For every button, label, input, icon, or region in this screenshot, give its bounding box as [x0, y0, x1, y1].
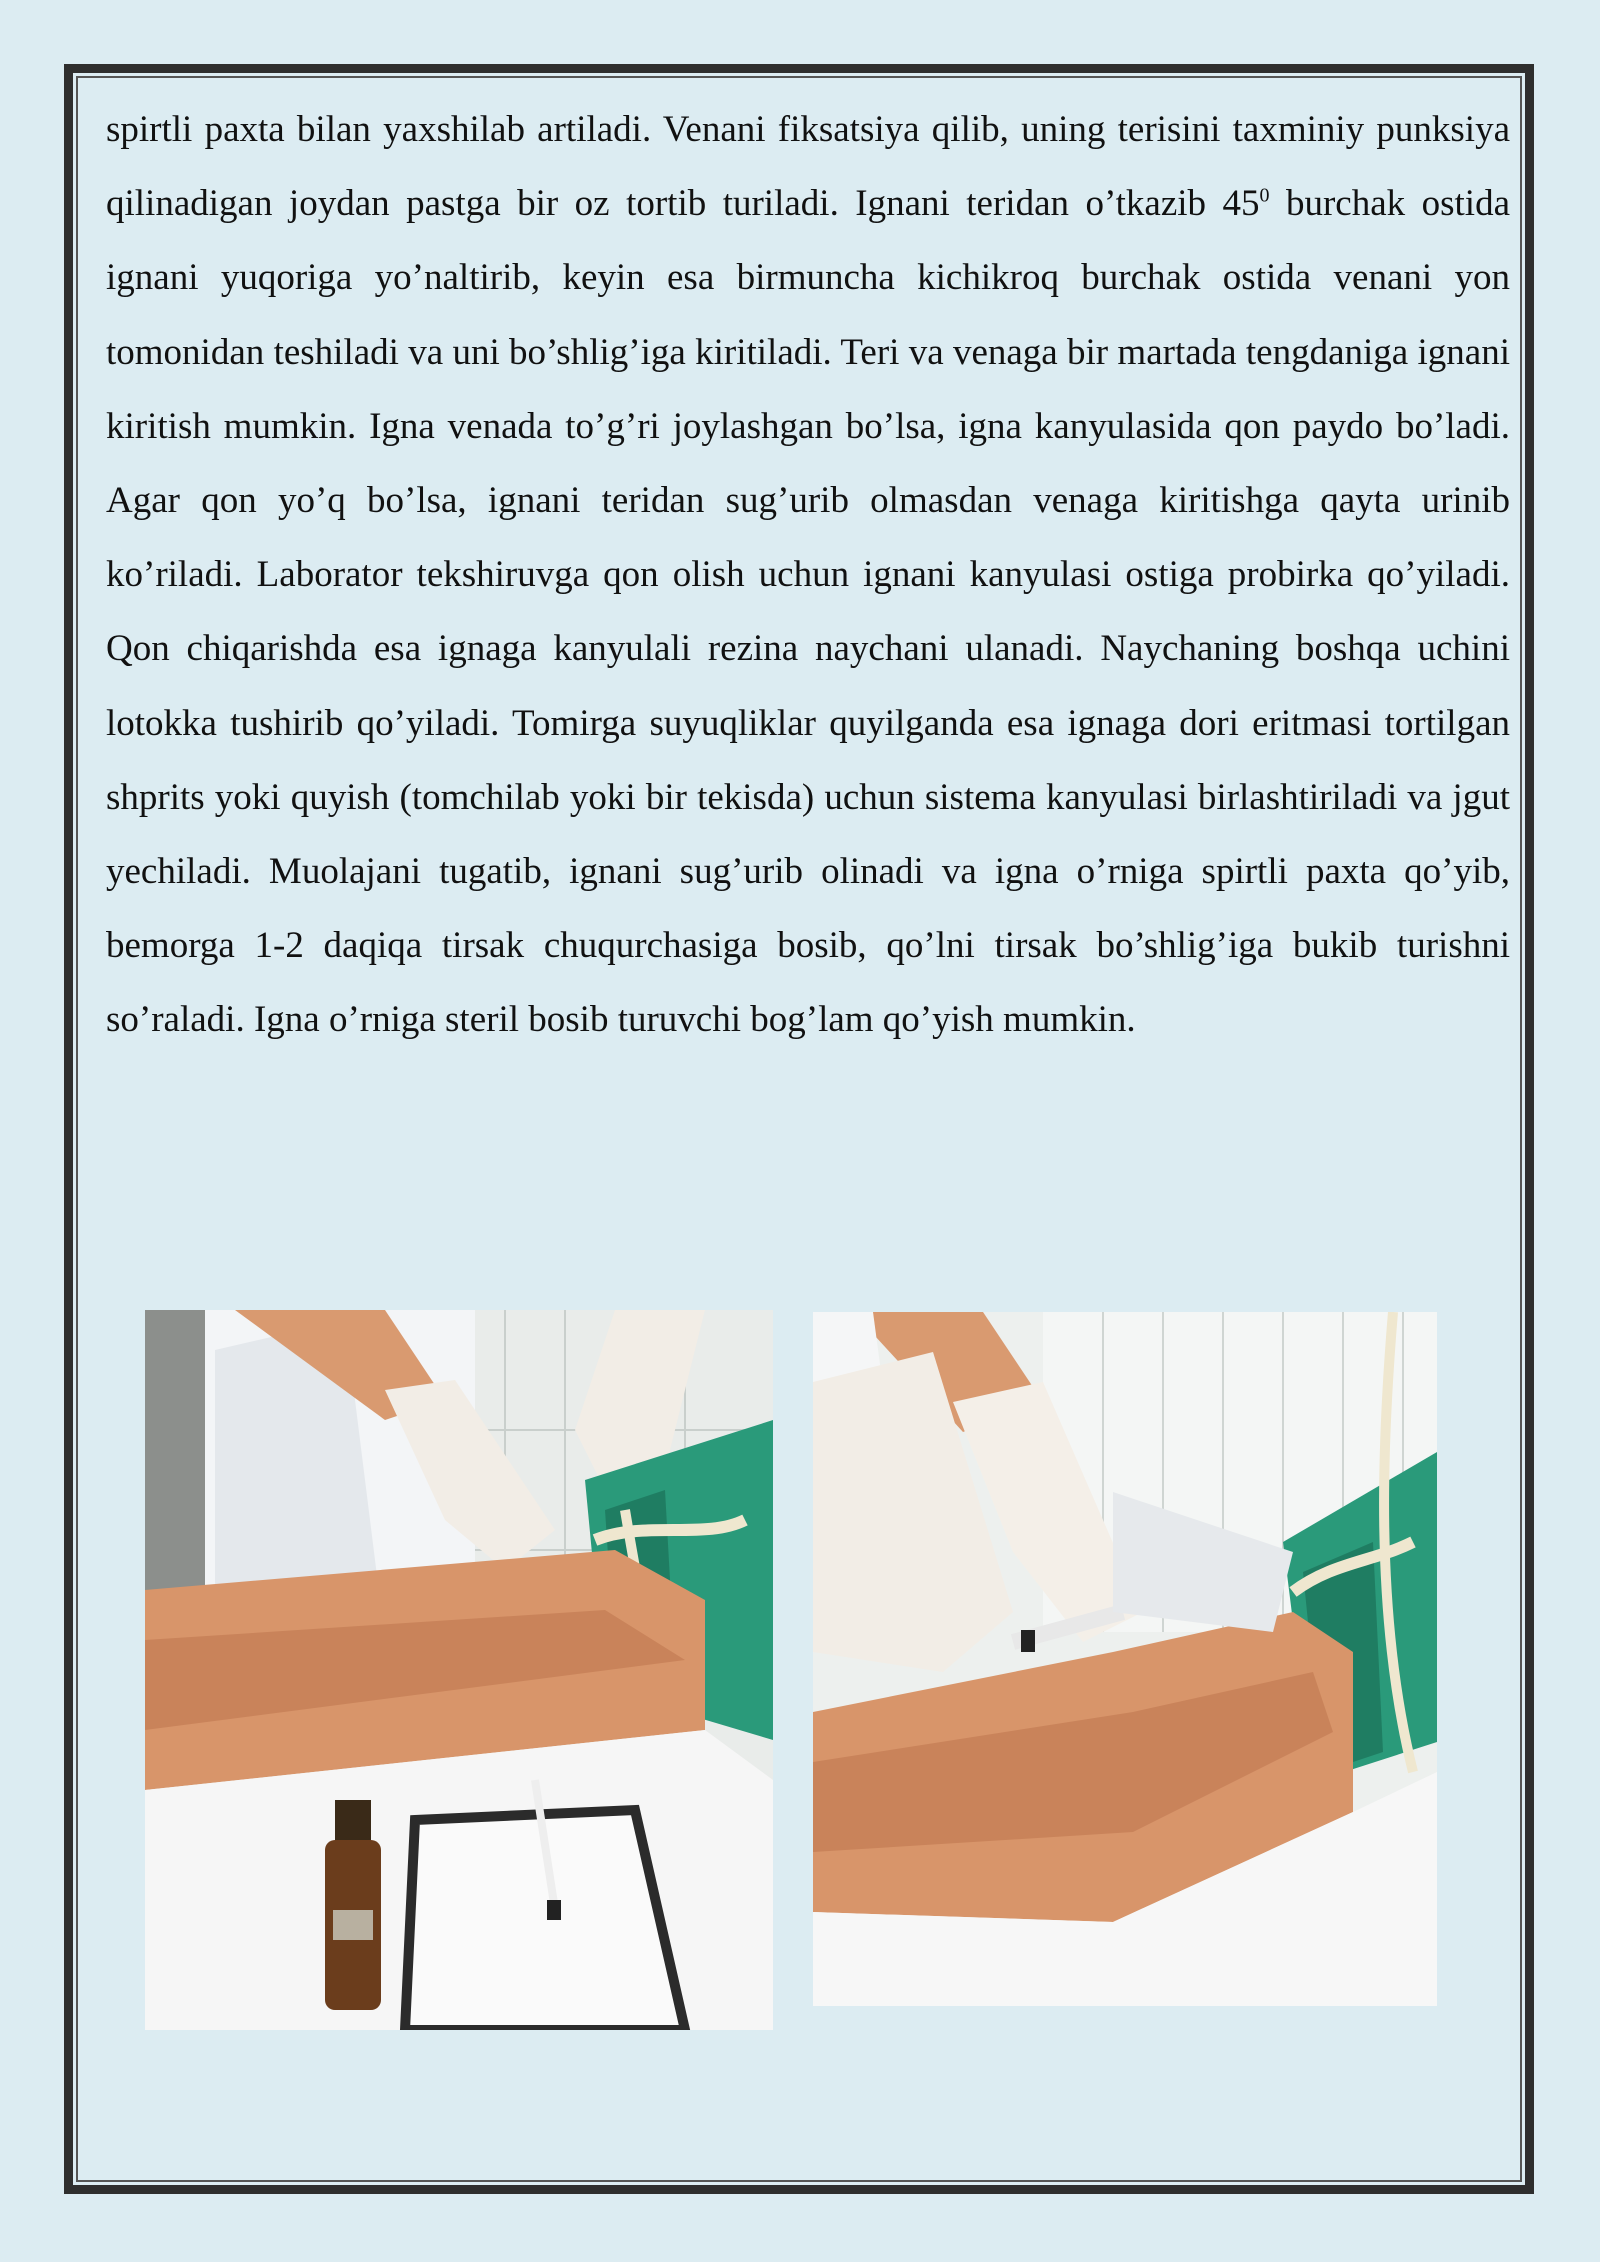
- page-frame: [64, 64, 1534, 2194]
- photo-needle-insertion: [813, 1312, 1437, 2006]
- paragraph-part-2: burchak ostida ignani yuqoriga yo’naltirib, keyin esa birmuncha kichikroq burchak ostida venani yon tomonidan teshiladi va uni bo’shlig’iga kiritiladi. Teri va venaga bir martada tengdaniga ignani kiritish mumkin. Igna venada to’g’ri joylashgan bo’lsa, igna kanyulasida qon paydo bo’ladi. Agar qon yo’q bo’lsa, ignani teridan sug’urib olmasdan venaga kiritishga qayta urinib ko’riladi. Laborator tekshiruvga qon olish uchun ignani kanyulasi ostiga probirka qo’yiladi. Qon chiqarishda esa ignaga kanyulali rezina naychani ulanadi. Naychaning boshqa uchini lotokka tushirib qo’yiladi. Tomirga suyuqliklar quyilganda esa ignaga dori eritmasi tortilgan shprits yoki quyish (tomchilab yoki bir tekisda) uchun sistema kanyulasi birlashtiriladi va jgut yechiladi. Muolajani tugatib, ignani sug’urib olinadi va igna o’rniga spirtli paxta qo’yib, bemorga 1-2 daqiqa tirsak chuqurchasiga bosib, qo’lni tirsak bo’shlig’iga bukib turishni so’raladi. Igna o’rniga steril bosib turuvchi bog’lam qo’yish mumkin.: [106, 183, 1511, 1041]
- photo-needle-insertion-drawing: [813, 1312, 1437, 2006]
- body-paragraph: [106, 93, 1510, 1058]
- paragraph-part-1: spirtli paxta bilan yaxshilab artiladi. Venani fiksatsiya qilib, uning terisini taxminiy punksiya qilinadigan joydan pastga bir oz tortib turiladi. Ignani teridan o’tkazib 45: [106, 109, 1510, 225]
- degree-superscript: 0: [1259, 184, 1270, 207]
- photo-venipuncture-with-tray-drawing: [145, 1310, 773, 2030]
- photo-venipuncture-with-tray: [145, 1310, 773, 2030]
